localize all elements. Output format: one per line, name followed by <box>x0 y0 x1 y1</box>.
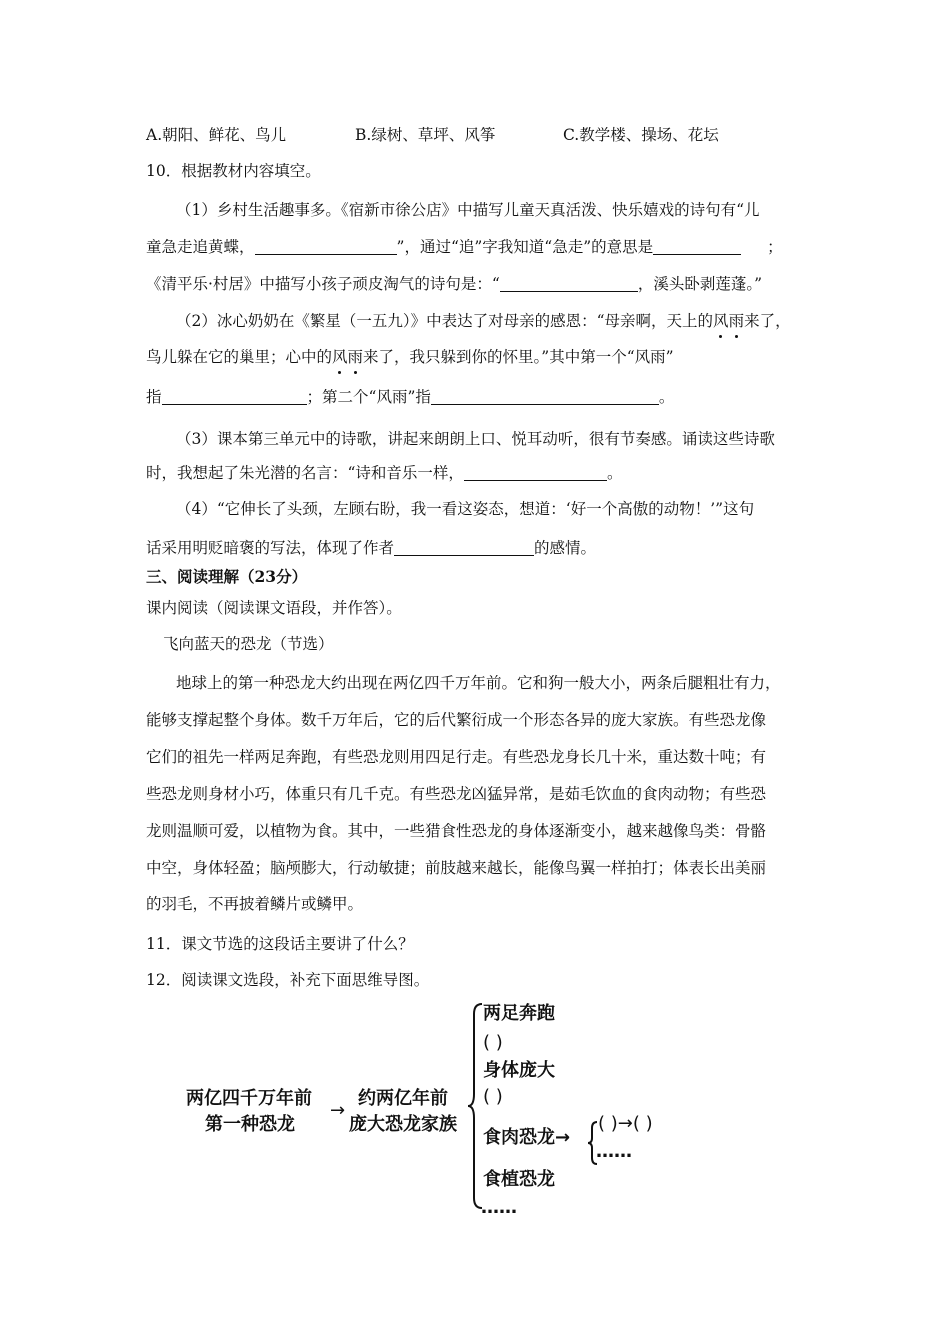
answer-blank[interactable] <box>162 386 307 405</box>
branch-ellipsis: …… <box>481 1197 517 1218</box>
map-left-time: 两亿四千万年前 <box>186 1088 312 1109</box>
q10-p3-line2: 时，我想起了朱光潜的名言：“诗和音乐一样， 。 <box>146 464 623 482</box>
branch-carnivore: 食肉恐龙→ <box>483 1127 571 1148</box>
passage-title: 飞向蓝天的恐龙（节选） <box>163 635 334 653</box>
answer-blank[interactable] <box>653 236 741 255</box>
passage-line: 它们的祖先一样两足奔跑，有些恐龙则用四足行走。有些恐龙身长几十米，重达数十吨；有 <box>146 748 767 766</box>
answer-blank[interactable] <box>431 386 659 405</box>
q10-p2-line3: 指 ；第二个“风雨”指 。 <box>146 388 675 406</box>
option-b: B.绿树、草坪、风筝 <box>355 126 496 144</box>
q10-p4-line2: 话采用明贬暗褒的写法，体现了作者 的感情。 <box>146 539 597 557</box>
passage-line: 的羽毛，不再披着鳞片或鳞甲。 <box>146 895 364 913</box>
map-mid-time: 约两亿年前 <box>358 1088 448 1109</box>
section-intro: 课内阅读（阅读课文语段，并作答）。 <box>146 599 402 617</box>
sub-branch-ellipsis: …… <box>596 1141 632 1162</box>
q10-p1-line3: 《清平乐·村居》中描写小孩子顽皮淘气的诗句是：“ ，溪头卧剥莲蓬。” <box>146 275 763 293</box>
map-mid-label: 庞大恐龙家族 <box>349 1114 457 1135</box>
arrow-icon: → <box>330 1100 346 1121</box>
section-heading: 三、阅读理解（23分） <box>146 567 308 586</box>
sub-branch-blanks[interactable]: ( )→( ) <box>598 1113 653 1134</box>
passage-line: 地球上的第一种恐龙大约出现在两亿四千万年前。它和狗一般大小，两条后腿粗壮有力， <box>176 674 781 692</box>
answer-blank[interactable] <box>464 462 607 481</box>
option-a: A.朝阳、鲜花、鸟儿 <box>146 126 287 144</box>
passage-line: 龙则温顺可爱，以植物为食。其中，一些猎食性恐龙的身体逐渐变小，越来越像鸟类：骨骼 <box>146 822 767 840</box>
branch-large-body: 身体庞大 <box>483 1060 555 1081</box>
q10-p2-line2: 鸟儿躲在它的巢里；心中的风雨来了，我只躲到你的怀里。”其中第一个“风雨” <box>146 348 674 366</box>
q10-p1-line2: 童急走追黄蝶， ”，通过“追”字我知道“急走”的意思是 ； <box>146 238 783 256</box>
question-12: 12．阅读课文选段，补充下面思维导图。 <box>146 971 430 989</box>
answer-blank[interactable] <box>255 236 397 255</box>
map-left-label: 第一种恐龙 <box>205 1114 295 1135</box>
answer-blank[interactable] <box>394 537 534 556</box>
q10-title: 10．根据教材内容填空。 <box>146 162 321 180</box>
q10-p2-line1: （2）冰心奶奶在《繁星（一五九）》中表达了对母亲的感恩：“母亲啊，天上的风雨来了， <box>176 312 791 330</box>
branch-blank[interactable]: ( ) <box>483 1086 503 1107</box>
q10-p4-line1: （4）“它伸长了头颈，左顾右盼，我一看这姿态，想道：‘好一个高傲的动物！’”这句 <box>176 500 755 518</box>
q10-p1-line1: （1）乡村生活趣事多。《宿新市徐公店》中描写儿童天真活泼、快乐嬉戏的诗句有“儿 <box>176 201 760 219</box>
passage-line: 能够支撑起整个身体。数千万年后，它的后代繁衍成一个形态各异的庞大家族。有些恐龙像 <box>146 711 767 729</box>
passage-line: 些恐龙则身材小巧，体重只有几千克。有些恐龙凶猛异常，是茹毛饮血的食肉动物；有些恐 <box>146 785 767 803</box>
answer-blank[interactable] <box>500 273 638 292</box>
option-c: C.教学楼、操场、花坛 <box>563 126 719 144</box>
question-11: 11．课文节选的这段话主要讲了什么？ <box>146 935 414 953</box>
passage-line: 中空，身体轻盈；脑颅膨大，行动敏捷；前肢越来越长，能像鸟翼一样拍打；体表长出美丽 <box>146 859 767 877</box>
branch-two-legged: 两足奔跑 <box>483 1003 555 1024</box>
q10-p3-line1: （3）课本第三单元中的诗歌，讲起来朗朗上口、悦耳动听，很有节奏感。诵读这些诗歌 <box>176 430 775 448</box>
branch-herbivore: 食植恐龙 <box>483 1169 555 1190</box>
branch-blank[interactable]: ( ) <box>483 1032 503 1053</box>
